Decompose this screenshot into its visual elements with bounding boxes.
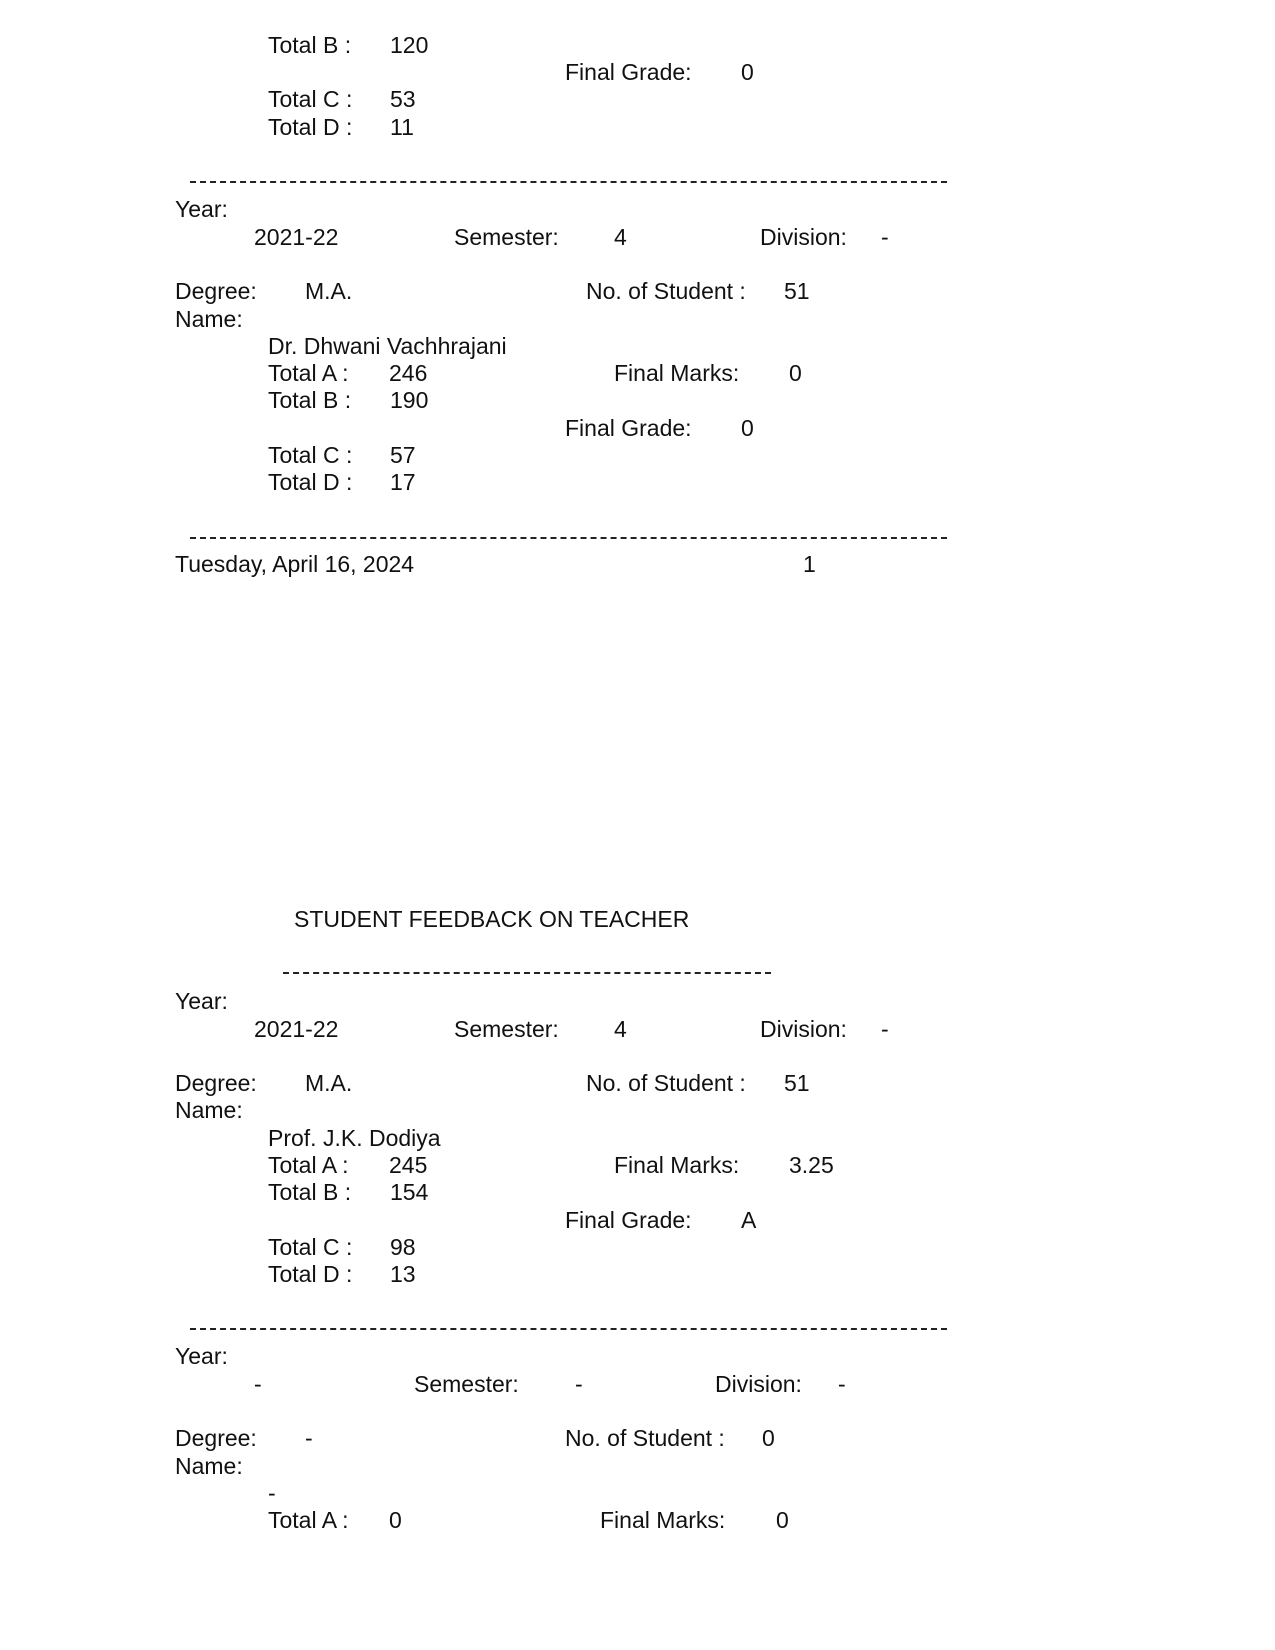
division-value: - xyxy=(838,1371,846,1397)
total-c-value: 98 xyxy=(390,1234,416,1260)
total-a-value: 246 xyxy=(389,360,428,386)
year-label: Year: xyxy=(175,196,228,222)
degree-label: Degree: xyxy=(175,1425,257,1451)
total-a-value: 0 xyxy=(389,1507,402,1533)
semester-value: 4 xyxy=(614,1016,627,1042)
final-marks-value: 0 xyxy=(789,360,802,386)
degree-label: Degree: xyxy=(175,1070,257,1096)
total-a-label: Total A : xyxy=(268,1507,349,1533)
semester-value: 4 xyxy=(614,224,627,250)
total-d-label: Total D : xyxy=(268,114,353,140)
title-underline xyxy=(283,972,771,974)
students-value: 51 xyxy=(784,278,810,304)
total-c-value: 57 xyxy=(390,442,416,468)
semester-label: Semester: xyxy=(454,224,559,250)
name-label: Name: xyxy=(175,306,243,332)
year-value: 2021-22 xyxy=(254,224,339,250)
total-c-label: Total C : xyxy=(268,1234,353,1260)
name-label: Name: xyxy=(175,1097,243,1123)
total-b-value: 154 xyxy=(390,1179,429,1205)
final-grade-value: A xyxy=(741,1207,757,1233)
year-value: - xyxy=(254,1371,262,1397)
division-label: Division: xyxy=(760,1016,847,1042)
total-c-label: Total C : xyxy=(268,442,353,468)
total-b-value: 120 xyxy=(390,32,429,58)
degree-value: - xyxy=(305,1425,313,1451)
teacher-name: Dr. Dhwani Vachhrajani xyxy=(268,333,507,359)
final-marks-label: Final Marks: xyxy=(600,1507,726,1533)
report-date: Tuesday, April 16, 2024 xyxy=(175,551,415,577)
total-d-value: 11 xyxy=(390,114,414,140)
semester-label: Semester: xyxy=(414,1371,519,1397)
total-a-label: Total A : xyxy=(268,360,349,386)
students-value: 51 xyxy=(784,1070,810,1096)
students-label: No. of Student : xyxy=(565,1425,725,1451)
degree-label: Degree: xyxy=(175,278,257,304)
year-value: 2021-22 xyxy=(254,1016,339,1042)
record-divider xyxy=(190,181,947,183)
final-marks-label: Final Marks: xyxy=(614,1152,740,1178)
final-grade-label: Final Grade: xyxy=(565,1207,692,1233)
final-marks-value: 3.25 xyxy=(789,1152,834,1178)
final-grade-label: Final Grade: xyxy=(565,415,692,441)
total-b-value: 190 xyxy=(390,387,429,413)
final-grade-value: 0 xyxy=(741,59,754,85)
teacher-name: Prof. J.K. Dodiya xyxy=(268,1125,441,1151)
total-d-label: Total D : xyxy=(268,469,353,495)
total-b-label: Total B : xyxy=(268,387,352,413)
final-grade-label: Final Grade: xyxy=(565,59,692,85)
final-marks-label: Final Marks: xyxy=(614,360,740,386)
report-title: STUDENT FEEDBACK ON TEACHER xyxy=(294,906,690,932)
total-b-label: Total B : xyxy=(268,1179,352,1205)
total-a-label: Total A : xyxy=(268,1152,349,1178)
name-label: Name: xyxy=(175,1453,243,1479)
degree-value: M.A. xyxy=(305,278,353,304)
total-d-value: 13 xyxy=(390,1261,416,1287)
total-d-label: Total D : xyxy=(268,1261,353,1287)
total-c-label: Total C : xyxy=(268,86,353,112)
record-divider xyxy=(190,537,947,539)
total-d-value: 17 xyxy=(390,469,416,495)
total-a-value: 245 xyxy=(389,1152,428,1178)
year-label: Year: xyxy=(175,1343,228,1369)
total-b-label: Total B : xyxy=(268,32,352,58)
final-grade-value: 0 xyxy=(741,415,754,441)
students-label: No. of Student : xyxy=(586,278,746,304)
division-value: - xyxy=(881,224,889,250)
degree-value: M.A. xyxy=(305,1070,353,1096)
page-number: 1 xyxy=(803,551,816,577)
semester-value: - xyxy=(575,1371,583,1397)
year-label: Year: xyxy=(175,988,228,1014)
division-label: Division: xyxy=(715,1371,802,1397)
record-divider xyxy=(190,1328,947,1330)
semester-label: Semester: xyxy=(454,1016,559,1042)
final-marks-value: 0 xyxy=(776,1507,789,1533)
division-label: Division: xyxy=(760,224,847,250)
division-value: - xyxy=(881,1016,889,1042)
teacher-name: - xyxy=(268,1480,276,1506)
total-c-value: 53 xyxy=(390,86,416,112)
students-value: 0 xyxy=(762,1425,775,1451)
students-label: No. of Student : xyxy=(586,1070,746,1096)
